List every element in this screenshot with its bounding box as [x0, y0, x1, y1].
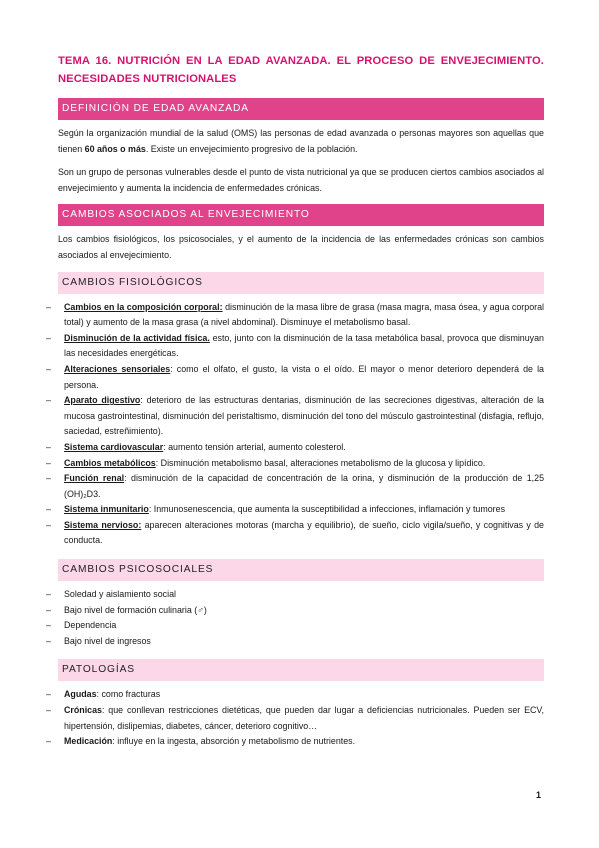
psicosociales-list: [58, 587, 544, 649]
section-heading-definicion: DEFINICIÓN DE EDAD AVANZADA: [58, 98, 544, 120]
definicion-p1-text-b: . Existe un envejecimiento progresivo de la población.: [145, 143, 358, 154]
list-item: [58, 393, 544, 440]
list-item: – Bajo nivel de ingresos: [58, 634, 544, 650]
list-item-text: : que conllevan restricciones dietéticas, que pueden dar lugar a deficiencias nutricionales. Pueden ser ECV, hipertensión, dislipemias, diabetes, cáncer, deterioro cognitivo…: [64, 705, 544, 731]
subsection-heading-patologias: PATOLOGÍAS: [58, 659, 544, 681]
list-item-term: Agudas: [64, 689, 97, 700]
definicion-p1-text-a: Según la organización mundial de la salud (OMS) las personas de edad avanzada o personas mayores son aquellas que tienen: [58, 128, 544, 154]
list-item: [58, 300, 544, 331]
list-item: – Dependencia: [58, 618, 544, 634]
list-item-text: : deterioro de las estructuras dentarias, disminución de las secreciones digestivas, alteración de la mucosa gastrointestinal, disminución del peristaltismo, disminución del tono del músculo gastrointestinal (disfagia, reflujo, saciedad, estreñimiento).: [64, 395, 544, 437]
list-item: [58, 502, 544, 518]
list-item-term: Cambios metabólicos: [64, 457, 156, 468]
list-item: [58, 471, 544, 502]
list-item-text: : disminución de la capacidad de concentración de la orina, y disminución de la producción de 1,25 (OH)₂D3.: [64, 473, 544, 499]
subsection-heading-psicosociales: CAMBIOS PSICOSOCIALES: [58, 559, 544, 581]
list-item: – Bajo nivel de formación culinaria (♂): [58, 603, 544, 619]
definicion-p1-bold: 60 años o más: [84, 143, 146, 154]
cambios-intro-paragraph: Los cambios fisiológicos, los psicosociales, y el aumento de la incidencia de las enfermedades crónicas son cambios asociados al envejecimiento.: [58, 234, 544, 260]
list-item-text: : influye en la ingesta, absorción y metabolismo de nutrientes.: [112, 736, 356, 747]
list-item-term: Sistema nervioso:: [64, 519, 142, 530]
list-item: [58, 687, 544, 703]
page-number: 1: [535, 790, 541, 800]
list-item-text: aparecen alteraciones motoras (marcha y equilibrio), de sueño, ciclo vigila/sueño, y cognitivas y de conducta.: [64, 519, 544, 546]
list-item-term: Sistema cardiovascular: [64, 441, 164, 452]
list-item-term: Crónicas: [64, 705, 102, 716]
document-page: [58, 52, 544, 760]
list-item: [58, 331, 544, 362]
list-item-term: Sistema inmunitario: [64, 504, 149, 515]
list-item-term: Cambios en la composición corporal:: [64, 301, 223, 312]
list-item: [58, 362, 544, 393]
list-item-text: esto, junto con la disminución de la tasa metabólica basal, provoca que disminuyan las necesidades energéticas.: [64, 332, 544, 359]
list-item-term: Aparato digestivo: [64, 395, 141, 406]
definicion-paragraph-2: Son un grupo de personas vulnerables desde el punto de vista nutricional ya que se producen ciertos cambios asociados al envejecimiento y aumenta la incidencia de enfermedades crónicas.: [58, 167, 544, 193]
list-item-term: Disminución de la actividad física.: [64, 332, 210, 343]
list-item: [58, 734, 544, 750]
list-item-text: : como fracturas: [96, 689, 161, 700]
definicion-paragraph-1: [58, 126, 544, 157]
list-item: [58, 440, 544, 456]
list-item-text: : Inmunosenescencia, que aumenta la susceptibilidad a infecciones, inflamación y tumores: [148, 504, 506, 515]
list-item-text: disminución de la masa libre de grasa (masa magra, masa ósea, y agua corporal total) y aumento de la masa grasa (a nivel abdominal). Disminuye el metabolismo basal.: [64, 301, 544, 328]
list-item-text: : como el olfato, el gusto, la vista o el oído. El mayor o menor deterioro dependerá de la persona.: [64, 363, 544, 390]
subsection-heading-fisiologicos: CAMBIOS FISIOLÓGICOS: [58, 272, 544, 294]
list-item-text: : aumento tensión arterial, aumento colesterol.: [163, 441, 346, 452]
fisiologicos-list: [58, 300, 544, 550]
list-item: [58, 518, 544, 549]
list-item-term: Medicación: [64, 736, 113, 747]
section-heading-cambios: CAMBIOS ASOCIADOS AL ENVEJECIMIENTO: [58, 204, 544, 226]
list-item: – Soledad y aislamiento social: [58, 587, 544, 603]
list-item-text: : Disminución metabolismo basal, alteraciones metabolismo de la glucosa y lipídico.: [155, 457, 486, 468]
document-title: TEMA 16. NUTRICIÓN EN LA EDAD AVANZADA. EL PROCESO DE ENVEJECIMIENTO. NECESIDADES NUTRICIONALES: [58, 55, 544, 85]
list-item: [58, 703, 544, 734]
list-item: [58, 456, 544, 472]
list-item-term: Función renal: [64, 473, 125, 484]
patologias-list: [58, 687, 544, 749]
list-item-term: Alteraciones sensoriales: [64, 363, 171, 374]
